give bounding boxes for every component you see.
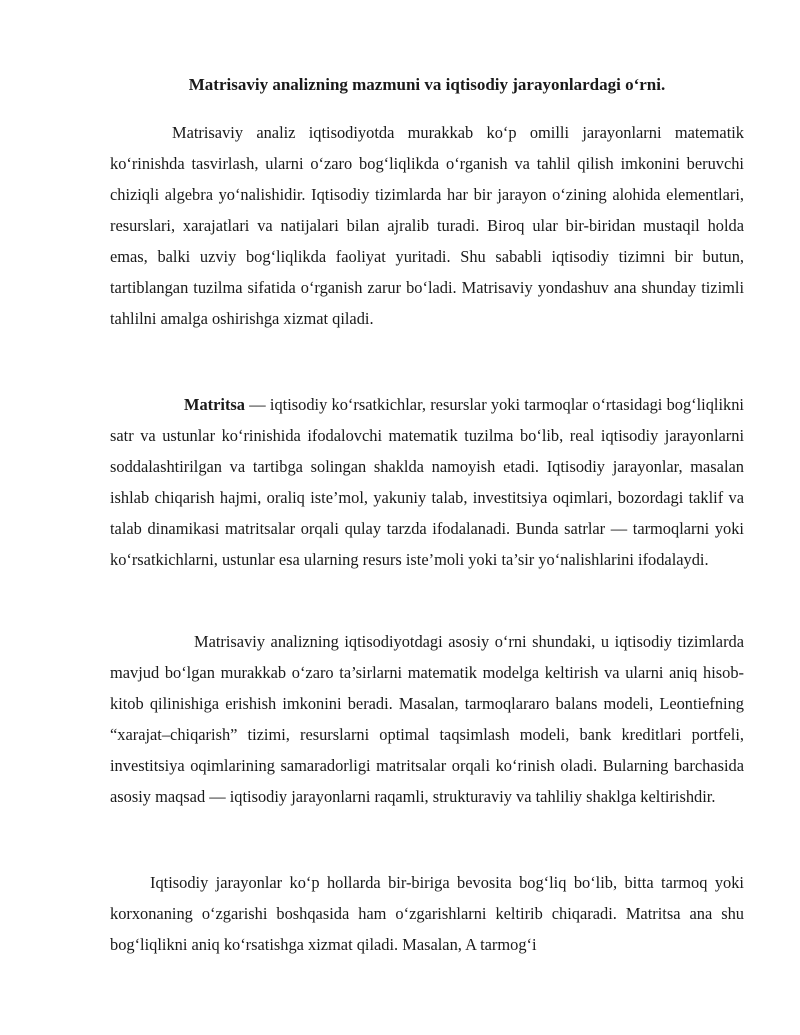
document-title: Matrisaviy analizning mazmuni va iqtisodiy jarayonlardagi o‘rni. (188, 75, 666, 94)
paragraph-matrix-definition (110, 389, 744, 575)
paragraph-role-in-economy: Matrisaviy analizning iqtisodiyotdagi asosiy o‘rni shundaki, u iqtisodiy tizimlarda mavjud bo‘lgan murakkab o‘zaro ta’sirlarni matematik modelga keltirish va ularni aniq hisob-kitob qilinishiga erishish imkonini beradi. Masalan, tarmoqlararo balans modeli, Leontiefning “xarajat–chiqarish” tizimi, resurslarni optimal taqsimlash modeli, bank kreditlari portfeli, investitsiya oqimlarining samaradorligi matritsalar orqali ko‘rinish oladi. Bularning barchasida asosiy maqsad — iqtisodiy jarayonlarni raqamli, strukturaviy va tahliliy shaklga keltirishdir. (110, 632, 744, 806)
paragraph-matrix-definition-text: — iqtisodiy ko‘rsatkichlar, resurslar yoki tarmoqlar o‘rtasidagi bog‘liqlikni satr va ustunlar ko‘rinishida ifodalovchi matematik tuzilma bo‘lib, real iqtisodiy jarayonlarni soddalashtirilgan va tartibga solingan shaklda namoyish etadi. Iqtisodiy jarayonlar, masalan ishlab chiqarish hajmi, oraliq iste’mol, yakuniy talab, investitsiya oqimlari, bozordagi taklif va talab dinamikasi matritsalar orqali qulay tarzda ifodalanadi. Bunda satrlar — tarmoqlarni yoki ko‘rsatkichlarni, ustunlar esa ularning resurs iste’moli yoki ta’sir yo‘nalishlarini ifodalaydi. (110, 395, 744, 569)
term-matritsa: Matritsa (184, 395, 245, 414)
paragraph-matrix-analysis-definition: Matrisaviy analiz iqtisodiyotda murakkab ko‘p omilli jarayonlarni matematik ko‘rinishda tasvirlash, ularni o‘zaro bog‘liqlikda o‘rganish va tahlil qilish imkonini beruvchi chiziqli algebra yo‘nalishidir. Iqtisodiy tizimlarda har bir jarayon o‘zining alohida elementlari, resurslari, xarajatlari va natijalari bilan ajralib turadi. Biroq ular bir-biridan mustaqil holda emas, balki uzviy bog‘liqlikda faoliyat yuritadi. Shu sababli iqtisodiy tizimni bir butun, tartiblangan tuzilma sifatida o‘rganish zarur bo‘ladi. Matrisaviy yondashuv ana shunday tizimli tahlilni amalga oshirishga xizmat qiladi. (110, 123, 744, 328)
paragraph-interdependence: Iqtisodiy jarayonlar ko‘p hollarda bir-biriga bevosita bog‘liq bo‘lib, bitta tarmoq yoki korxonaning o‘zgarishi boshqasida ham o‘zgarishlarni keltirib chiqaradi. Matritsa ana shu bog‘liqlikni aniq ko‘rsatishga xizmat qiladi. Masalan, A tarmog‘i (110, 873, 744, 954)
